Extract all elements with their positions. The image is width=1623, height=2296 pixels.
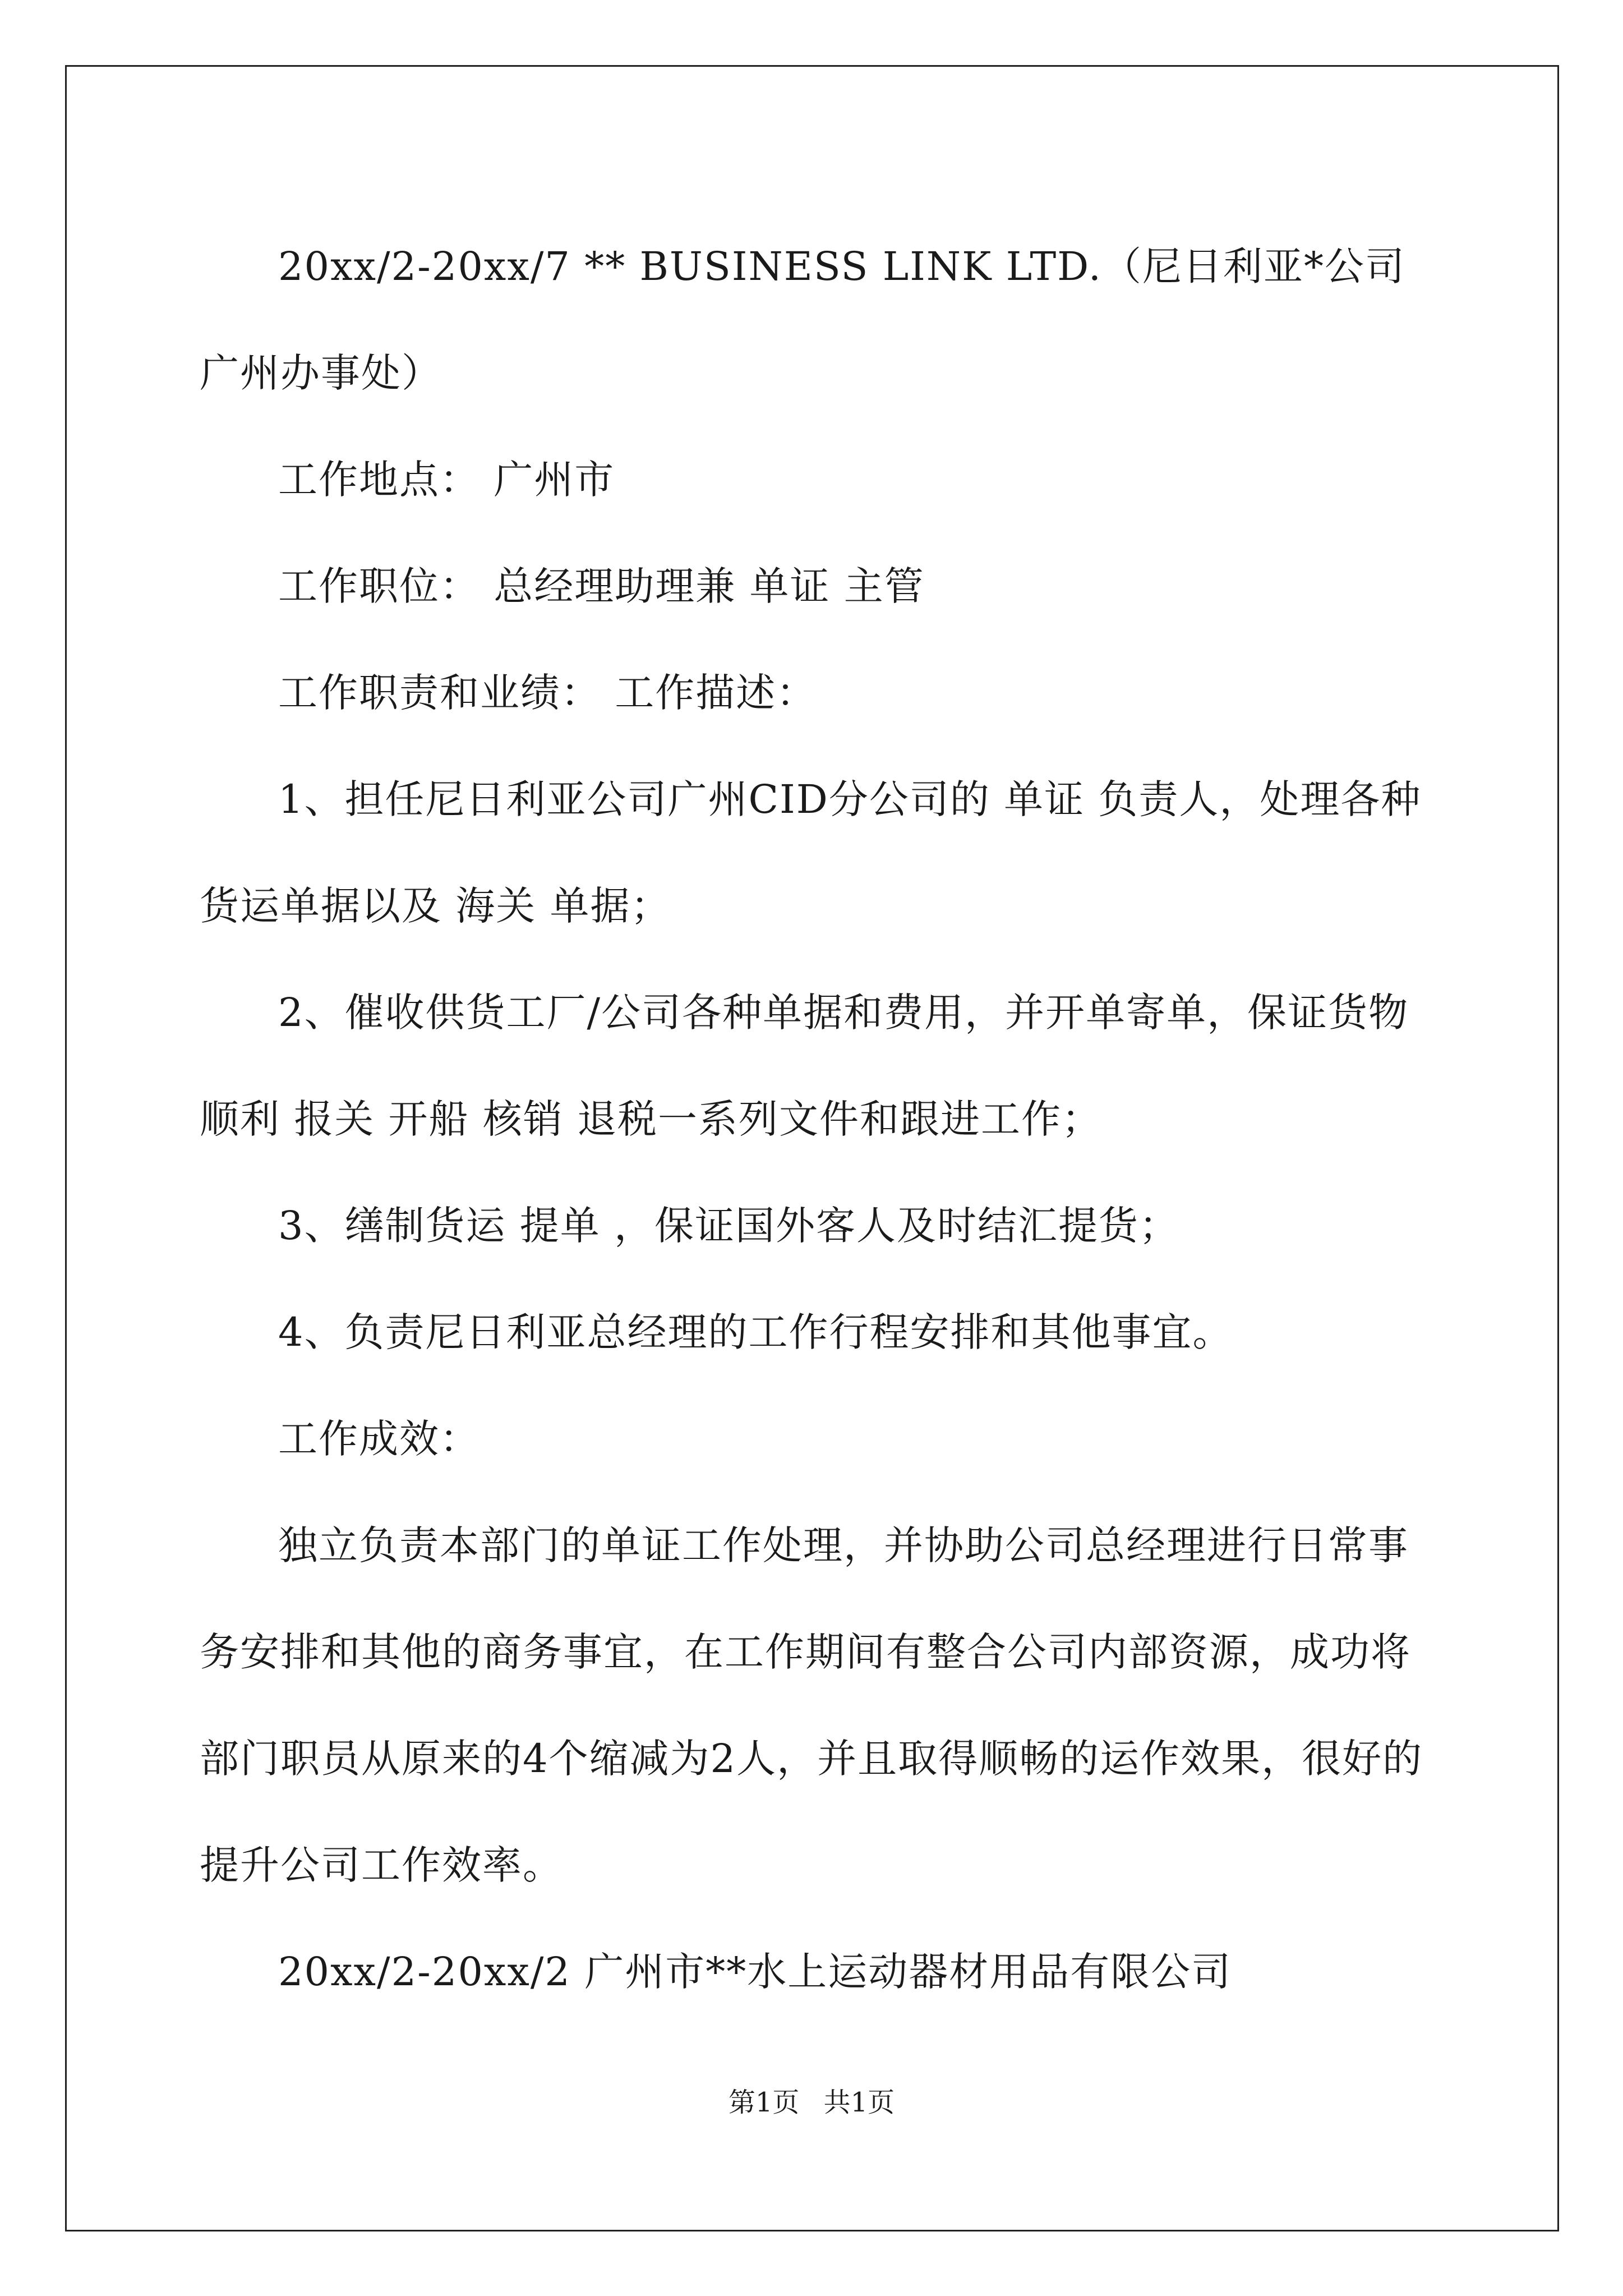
page-number-current: 第1页 [728,2087,800,2118]
paragraph-employment-period-2: 20xx/2-20xx/2 广州市**水上运动器材用品有限公司 [278,1949,1232,1995]
page-footer [0,2086,1623,2119]
paragraph-duty-4: 4、负责尼日利亚总经理的工作行程安排和其他事宜。 [278,1309,1233,1355]
paragraph-results-heading: 工作成效： [278,1416,480,1462]
document-body [200,213,1428,2025]
paragraph-results-body: 独立负责本部门的单证工作处理，并协助公司总经理进行日常事务安排和其他的商务事宜，在工作期间有整合公司内部资源，成功将部门职员从原来的4个缩减为2人，并且取得顺畅的运作效果，很好的提升公司工作效率。 [200,1522,1423,1888]
paragraph-duty-3: 3、缮制货运 提单 ，保证国外客人及时结汇提货； [278,1203,1180,1249]
paragraph-job-position: 工作职位： 总经理助理兼 单证 主管 [278,563,925,609]
paragraph-duty-2: 2、催收供货工厂/公司各种单据和费用，并开单寄单，保证货物顺利 报关 开船 核销 退税一系列文件和跟进工作； [200,990,1409,1142]
paragraph-duty-1: 1、担任尼日利亚公司广州CID分公司的 单证 负责人，处理各种货运单据以及 海关 单据； [200,776,1422,929]
page-number-total: 共1页 [823,2087,895,2118]
paragraph-duties-heading: 工作职责和业绩： 工作描述： [278,670,817,716]
paragraph-employment-period-1: 20xx/2-20xx/7 ** BUSINESS LINK LTD.（尼日利亚*公司广州办事处） [200,243,1406,396]
paragraph-work-location: 工作地点： 广州市 [278,457,615,503]
